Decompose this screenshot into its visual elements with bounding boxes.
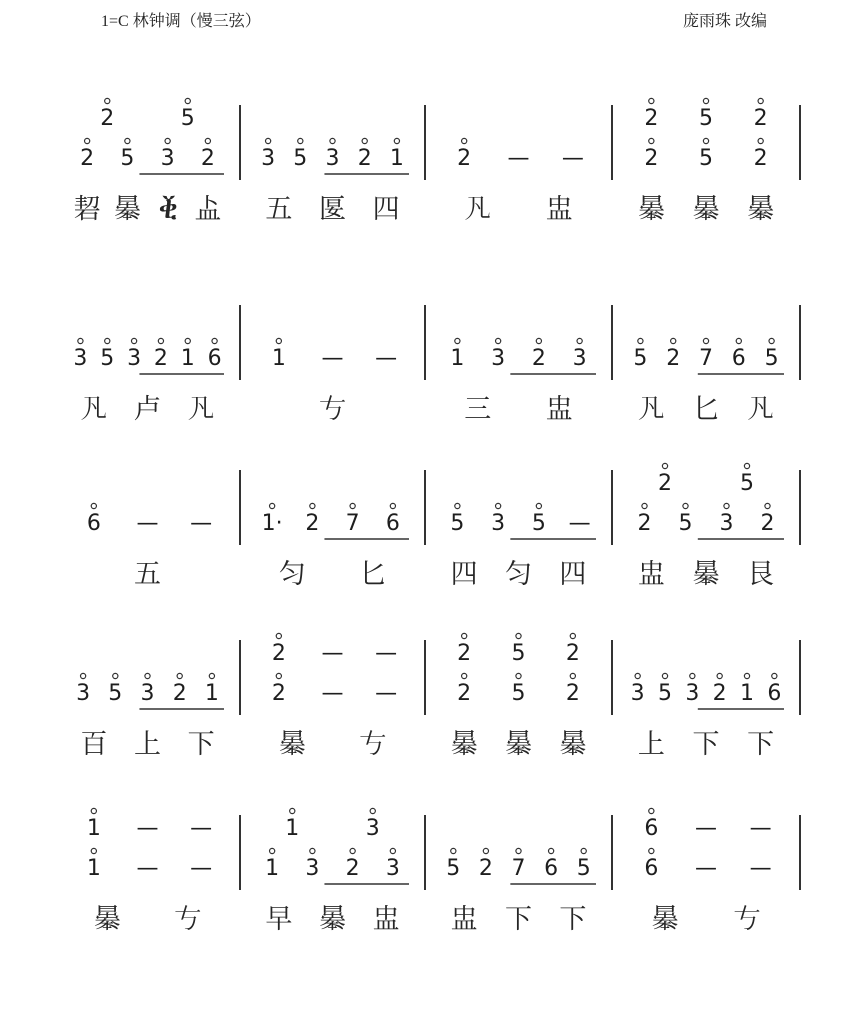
- jianpu-note: 7: [699, 346, 713, 371]
- tablature-character: 匕: [359, 559, 387, 590]
- octave-dot: [290, 808, 295, 813]
- tablature-character: 匀: [278, 559, 306, 590]
- jianpu-note: 3: [385, 856, 400, 881]
- tablature-character: 卢: [134, 394, 161, 425]
- jianpu-note: 6: [731, 346, 746, 371]
- octave-dot: [85, 138, 90, 143]
- tablature-character: 曓: [505, 729, 532, 760]
- jianpu-note: 2: [153, 346, 168, 371]
- score-row: [87, 808, 800, 935]
- octave-dot: [724, 503, 729, 508]
- octave-dot: [276, 633, 281, 638]
- jianpu-note: 2: [658, 471, 672, 496]
- tablature-character: 上: [637, 729, 665, 760]
- jianpu-note: —: [507, 146, 530, 171]
- tablature-character: 五: [134, 559, 161, 590]
- measure: [76, 673, 224, 760]
- octave-dot: [370, 808, 375, 813]
- jianpu-note: 2: [345, 856, 360, 881]
- measure: [450, 503, 596, 590]
- jianpu-note: —: [136, 816, 159, 841]
- octave-dot: [549, 848, 554, 853]
- tablature-character: 下: [505, 904, 532, 935]
- octave-dot: [638, 338, 643, 343]
- tablature-character: 五: [265, 194, 293, 225]
- tablature-character: 匀: [505, 559, 532, 590]
- jianpu-note: 2: [753, 146, 768, 171]
- octave-dot: [205, 138, 210, 143]
- octave-dot: [649, 138, 654, 143]
- octave-dot: [276, 338, 281, 343]
- octave-dot: [310, 848, 315, 853]
- octave-dot: [703, 138, 708, 143]
- octave-dot: [496, 338, 501, 343]
- score-row: [87, 463, 800, 590]
- score-row: [73, 305, 800, 425]
- octave-dot: [131, 338, 136, 343]
- measure: [272, 633, 397, 760]
- jianpu-note: 1: [271, 346, 286, 371]
- jianpu-note: 5: [740, 471, 754, 496]
- tablature-character: 𠁽: [747, 394, 775, 425]
- octave-dot: [581, 848, 586, 853]
- tablature-character: 四: [372, 194, 400, 225]
- jianpu-note: 2: [644, 146, 659, 171]
- octave-dot: [772, 673, 777, 678]
- jianpu-note: 5: [531, 511, 546, 536]
- jianpu-note: 5: [633, 346, 648, 371]
- octave-dot: [209, 673, 214, 678]
- tablature-character: 盅: [372, 904, 400, 935]
- measure: [631, 673, 784, 760]
- jianpu-note: 2: [478, 856, 493, 881]
- tablature-character: 曓: [692, 559, 720, 590]
- measure: [446, 848, 596, 935]
- jianpu-note: 3: [719, 511, 734, 536]
- jianpu-note: 7: [345, 511, 360, 536]
- octave-dot: [703, 338, 708, 343]
- octave-dot: [683, 503, 688, 508]
- octave-dot: [536, 338, 541, 343]
- measure: [265, 808, 409, 935]
- octave-dot: [165, 138, 170, 143]
- measure: [638, 98, 774, 225]
- octave-dot: [78, 338, 83, 343]
- octave-dot: [769, 338, 774, 343]
- jianpu-note: 1·: [261, 511, 283, 536]
- octave-dot: [765, 503, 770, 508]
- measure: [272, 338, 397, 425]
- octave-dot: [496, 503, 501, 508]
- tablature-character: 𠀁: [733, 904, 761, 935]
- tablature-character: 四: [559, 559, 587, 590]
- tablature-character: 𠀁: [319, 394, 346, 425]
- jianpu-note: 6: [644, 856, 659, 881]
- jianpu-note: 2: [80, 146, 95, 171]
- measure: [457, 138, 584, 225]
- jianpu-note: —: [568, 511, 591, 536]
- jianpu-note: 3: [305, 856, 320, 881]
- jianpu-note: 6: [544, 856, 559, 881]
- octave-dot: [516, 633, 521, 638]
- octave-dot: [394, 138, 399, 143]
- jianpu-note: 2: [760, 511, 775, 536]
- jianpu-note: 2: [357, 146, 372, 171]
- tablature-character: ⷂ: [158, 194, 177, 225]
- tablature-character: 曓: [692, 194, 720, 225]
- octave-dot: [642, 503, 647, 508]
- octave-dot: [91, 808, 96, 813]
- tablature-character: 盀: [194, 194, 222, 225]
- octave-dot: [577, 338, 582, 343]
- tablature-character: 曓: [93, 904, 121, 935]
- jianpu-note: 5: [699, 106, 713, 131]
- jianpu-note: 2: [457, 681, 472, 706]
- jianpu-note: —: [375, 641, 398, 666]
- jianpu-note: —: [749, 856, 772, 881]
- jianpu-note: —: [190, 856, 213, 881]
- octave-dot: [158, 338, 163, 343]
- jianpu-note: 2: [457, 641, 472, 666]
- tablature-character: 匕: [692, 394, 720, 425]
- octave-dot: [671, 338, 676, 343]
- jianpu-note: 5: [511, 641, 526, 666]
- jianpu-note: —: [321, 681, 344, 706]
- octave-dot: [662, 463, 667, 468]
- jianpu-note: 1: [740, 681, 754, 706]
- octave-dot: [455, 503, 460, 508]
- octave-dot: [91, 848, 96, 853]
- octave-dot: [310, 503, 315, 508]
- jianpu-note: —: [136, 511, 159, 536]
- octave-dot: [662, 673, 667, 678]
- tablature-character: 曓: [637, 194, 665, 225]
- score-row: [74, 98, 800, 225]
- octave-dot: [516, 848, 521, 853]
- tablature-character: 盅: [450, 904, 478, 935]
- measure: [644, 808, 771, 935]
- jianpu-note: —: [190, 816, 213, 841]
- jianpu-note: —: [375, 681, 398, 706]
- arranger-credit: 庞雨珠 改编: [683, 13, 768, 30]
- octave-dot: [276, 673, 281, 678]
- measure: [450, 338, 596, 425]
- jianpu-note: 3: [73, 346, 88, 371]
- octave-dot: [362, 138, 367, 143]
- measure: [638, 463, 785, 590]
- jianpu-note: 2: [172, 681, 187, 706]
- jianpu-note: 3: [127, 346, 142, 371]
- jianpu-note: 1: [180, 346, 195, 371]
- jianpu-note: 5: [120, 146, 135, 171]
- jianpu-note: 2: [666, 346, 681, 371]
- octave-dot: [298, 138, 303, 143]
- tablature-character: 盅: [545, 394, 573, 425]
- octave-dot: [758, 98, 763, 103]
- score-row: [76, 633, 800, 760]
- jianpu-note: 3: [491, 511, 506, 536]
- tablature-character: 曓: [651, 904, 679, 935]
- octave-dot: [462, 633, 467, 638]
- octave-dot: [185, 98, 190, 103]
- jianpu-note: —: [695, 816, 717, 841]
- tablature-character: 曓: [450, 729, 478, 760]
- jianpu-note: —: [749, 816, 772, 841]
- octave-dot: [649, 848, 654, 853]
- octave-dot: [350, 503, 355, 508]
- jianpu-note: 3: [365, 816, 380, 841]
- octave-dot: [185, 338, 190, 343]
- jianpu-note: 2: [753, 106, 768, 131]
- tablature-character: 曓: [278, 729, 306, 760]
- tablature-character: 四: [450, 559, 478, 590]
- octave-dot: [736, 338, 741, 343]
- jianpu-note: —: [561, 146, 584, 171]
- measure: [73, 338, 224, 425]
- measure: [87, 808, 212, 935]
- tablature-character: 早: [265, 904, 293, 935]
- octave-dot: [390, 503, 395, 508]
- octave-dot: [536, 503, 541, 508]
- jianpu-note: 3: [630, 681, 645, 706]
- jianpu-note: 2: [457, 146, 472, 171]
- jianpu-note: 5: [658, 681, 672, 706]
- octave-dot: [105, 98, 110, 103]
- jianpu-note: 5: [108, 681, 123, 706]
- jianpu-note: —: [190, 511, 213, 536]
- octave-dot: [516, 673, 521, 678]
- octave-dot: [649, 808, 654, 813]
- jianpu-note: 5: [764, 346, 779, 371]
- jianpu-note: 1: [86, 816, 101, 841]
- jianpu-note: 3: [685, 681, 700, 706]
- jianpu-note: 5: [699, 146, 713, 171]
- octave-dot: [690, 673, 695, 678]
- tablature-character: 盅: [637, 559, 665, 590]
- key-signature: 1=C 林钟调（慢三弦）: [101, 13, 261, 30]
- octave-dot: [91, 503, 96, 508]
- tablature-character: 下: [747, 729, 775, 760]
- tablature-character: 𠁽: [80, 394, 108, 425]
- tablature-character: 曓: [319, 904, 346, 935]
- tablature-character: 三: [464, 394, 492, 425]
- jianpu-note: 2: [271, 681, 286, 706]
- octave-dot: [758, 138, 763, 143]
- jianpu-note: 1: [389, 146, 404, 171]
- octave-dot: [744, 463, 749, 468]
- octave-dot: [451, 848, 456, 853]
- octave-dot: [717, 673, 722, 678]
- tablature-character: 下: [559, 904, 587, 935]
- tablature-character: 𠁽: [187, 394, 215, 425]
- measure: [261, 138, 409, 225]
- octave-dot: [177, 673, 182, 678]
- jianpu-note: 1: [86, 856, 101, 881]
- octave-dot: [350, 848, 355, 853]
- jianpu-note: 5: [576, 856, 591, 881]
- tablature-character: 上: [134, 729, 161, 760]
- octave-dot: [455, 338, 460, 343]
- measure: [87, 503, 212, 590]
- measure: [262, 503, 409, 590]
- tablature-character: 艮: [747, 559, 775, 590]
- tablature-character: 𠁽: [464, 194, 492, 225]
- jianpu-note: 6: [385, 511, 400, 536]
- measure: [451, 633, 587, 760]
- jianpu-note: 5: [180, 106, 195, 131]
- jianpu-note: —: [321, 641, 344, 666]
- octave-dot: [703, 98, 708, 103]
- jianpu-note: 3: [491, 346, 506, 371]
- jianpu-note: 2: [565, 681, 580, 706]
- jianpu-note: 3: [325, 146, 340, 171]
- jianpu-note: 1: [204, 681, 219, 706]
- tablature-character: 䂮: [73, 194, 101, 225]
- measure: [74, 98, 224, 225]
- jianpu-note: —: [136, 856, 159, 881]
- jianpu-note: 6: [644, 816, 659, 841]
- jianpu-note: 2: [305, 511, 320, 536]
- jianpu-note: 7: [511, 856, 526, 881]
- octave-dot: [81, 673, 86, 678]
- octave-dot: [330, 138, 335, 143]
- jianpu-note: 6: [207, 346, 222, 371]
- octave-dot: [462, 673, 467, 678]
- jianpu-note: 5: [678, 511, 693, 536]
- octave-dot: [570, 633, 575, 638]
- jianpu-note: 1: [285, 816, 300, 841]
- jianpu-note: 1: [450, 346, 465, 371]
- jianpu-note: 2: [637, 511, 652, 536]
- tablature-character: 曓: [559, 729, 587, 760]
- jianpu-note: 2: [712, 681, 727, 706]
- tablature-character: 盅: [545, 194, 573, 225]
- jianpu-note: 2: [200, 146, 215, 171]
- octave-dot: [113, 673, 118, 678]
- jianpu-note: 5: [446, 856, 461, 881]
- jianpu-note: 5: [100, 346, 115, 371]
- tablature-character: 曓: [747, 194, 775, 225]
- octave-dot: [649, 98, 654, 103]
- jianpu-note: —: [695, 856, 717, 881]
- octave-dot: [744, 673, 749, 678]
- tablature-character: 曓: [113, 194, 141, 225]
- jianpu-note: 6: [767, 681, 782, 706]
- jianpu-note: 2: [565, 641, 580, 666]
- jianpu-note: 3: [76, 681, 91, 706]
- jianpu-note: 2: [100, 106, 115, 131]
- tablature-character: 百: [80, 729, 108, 760]
- jianpu-note: 5: [511, 681, 526, 706]
- jianpu-note: —: [375, 346, 398, 371]
- octave-dot: [145, 673, 150, 678]
- octave-dot: [125, 138, 130, 143]
- jianpu-note: 3: [261, 146, 276, 171]
- jianpu-note: 2: [271, 641, 286, 666]
- octave-dot: [483, 848, 488, 853]
- octave-dot: [462, 138, 467, 143]
- octave-dot: [212, 338, 217, 343]
- octave-dot: [390, 848, 395, 853]
- jianpu-note: 1: [265, 856, 280, 881]
- jianpu-note: 5: [450, 511, 465, 536]
- tablature-character: 𠁽: [637, 394, 665, 425]
- jianpu-note: 3: [572, 346, 587, 371]
- jianpu-note: 2: [531, 346, 546, 371]
- tablature-character: 下: [187, 729, 215, 760]
- octave-dot: [270, 848, 275, 853]
- jianpu-note: 6: [86, 511, 101, 536]
- jianpu-note: 5: [293, 146, 308, 171]
- tablature-character: 𠀁: [174, 904, 202, 935]
- jianpu-note: 3: [140, 681, 155, 706]
- measure: [633, 338, 784, 425]
- tablature-character: 下: [692, 729, 720, 760]
- jianpu-note: 2: [644, 106, 659, 131]
- octave-dot: [266, 138, 271, 143]
- jianpu-note: —: [321, 346, 344, 371]
- tablature-character: 𠀁: [359, 729, 387, 760]
- jianpu-note: 3: [160, 146, 175, 171]
- tablature-character: 匽: [319, 194, 346, 225]
- octave-dot: [635, 673, 640, 678]
- octave-dot: [105, 338, 110, 343]
- octave-dot: [270, 503, 275, 508]
- octave-dot: [570, 673, 575, 678]
